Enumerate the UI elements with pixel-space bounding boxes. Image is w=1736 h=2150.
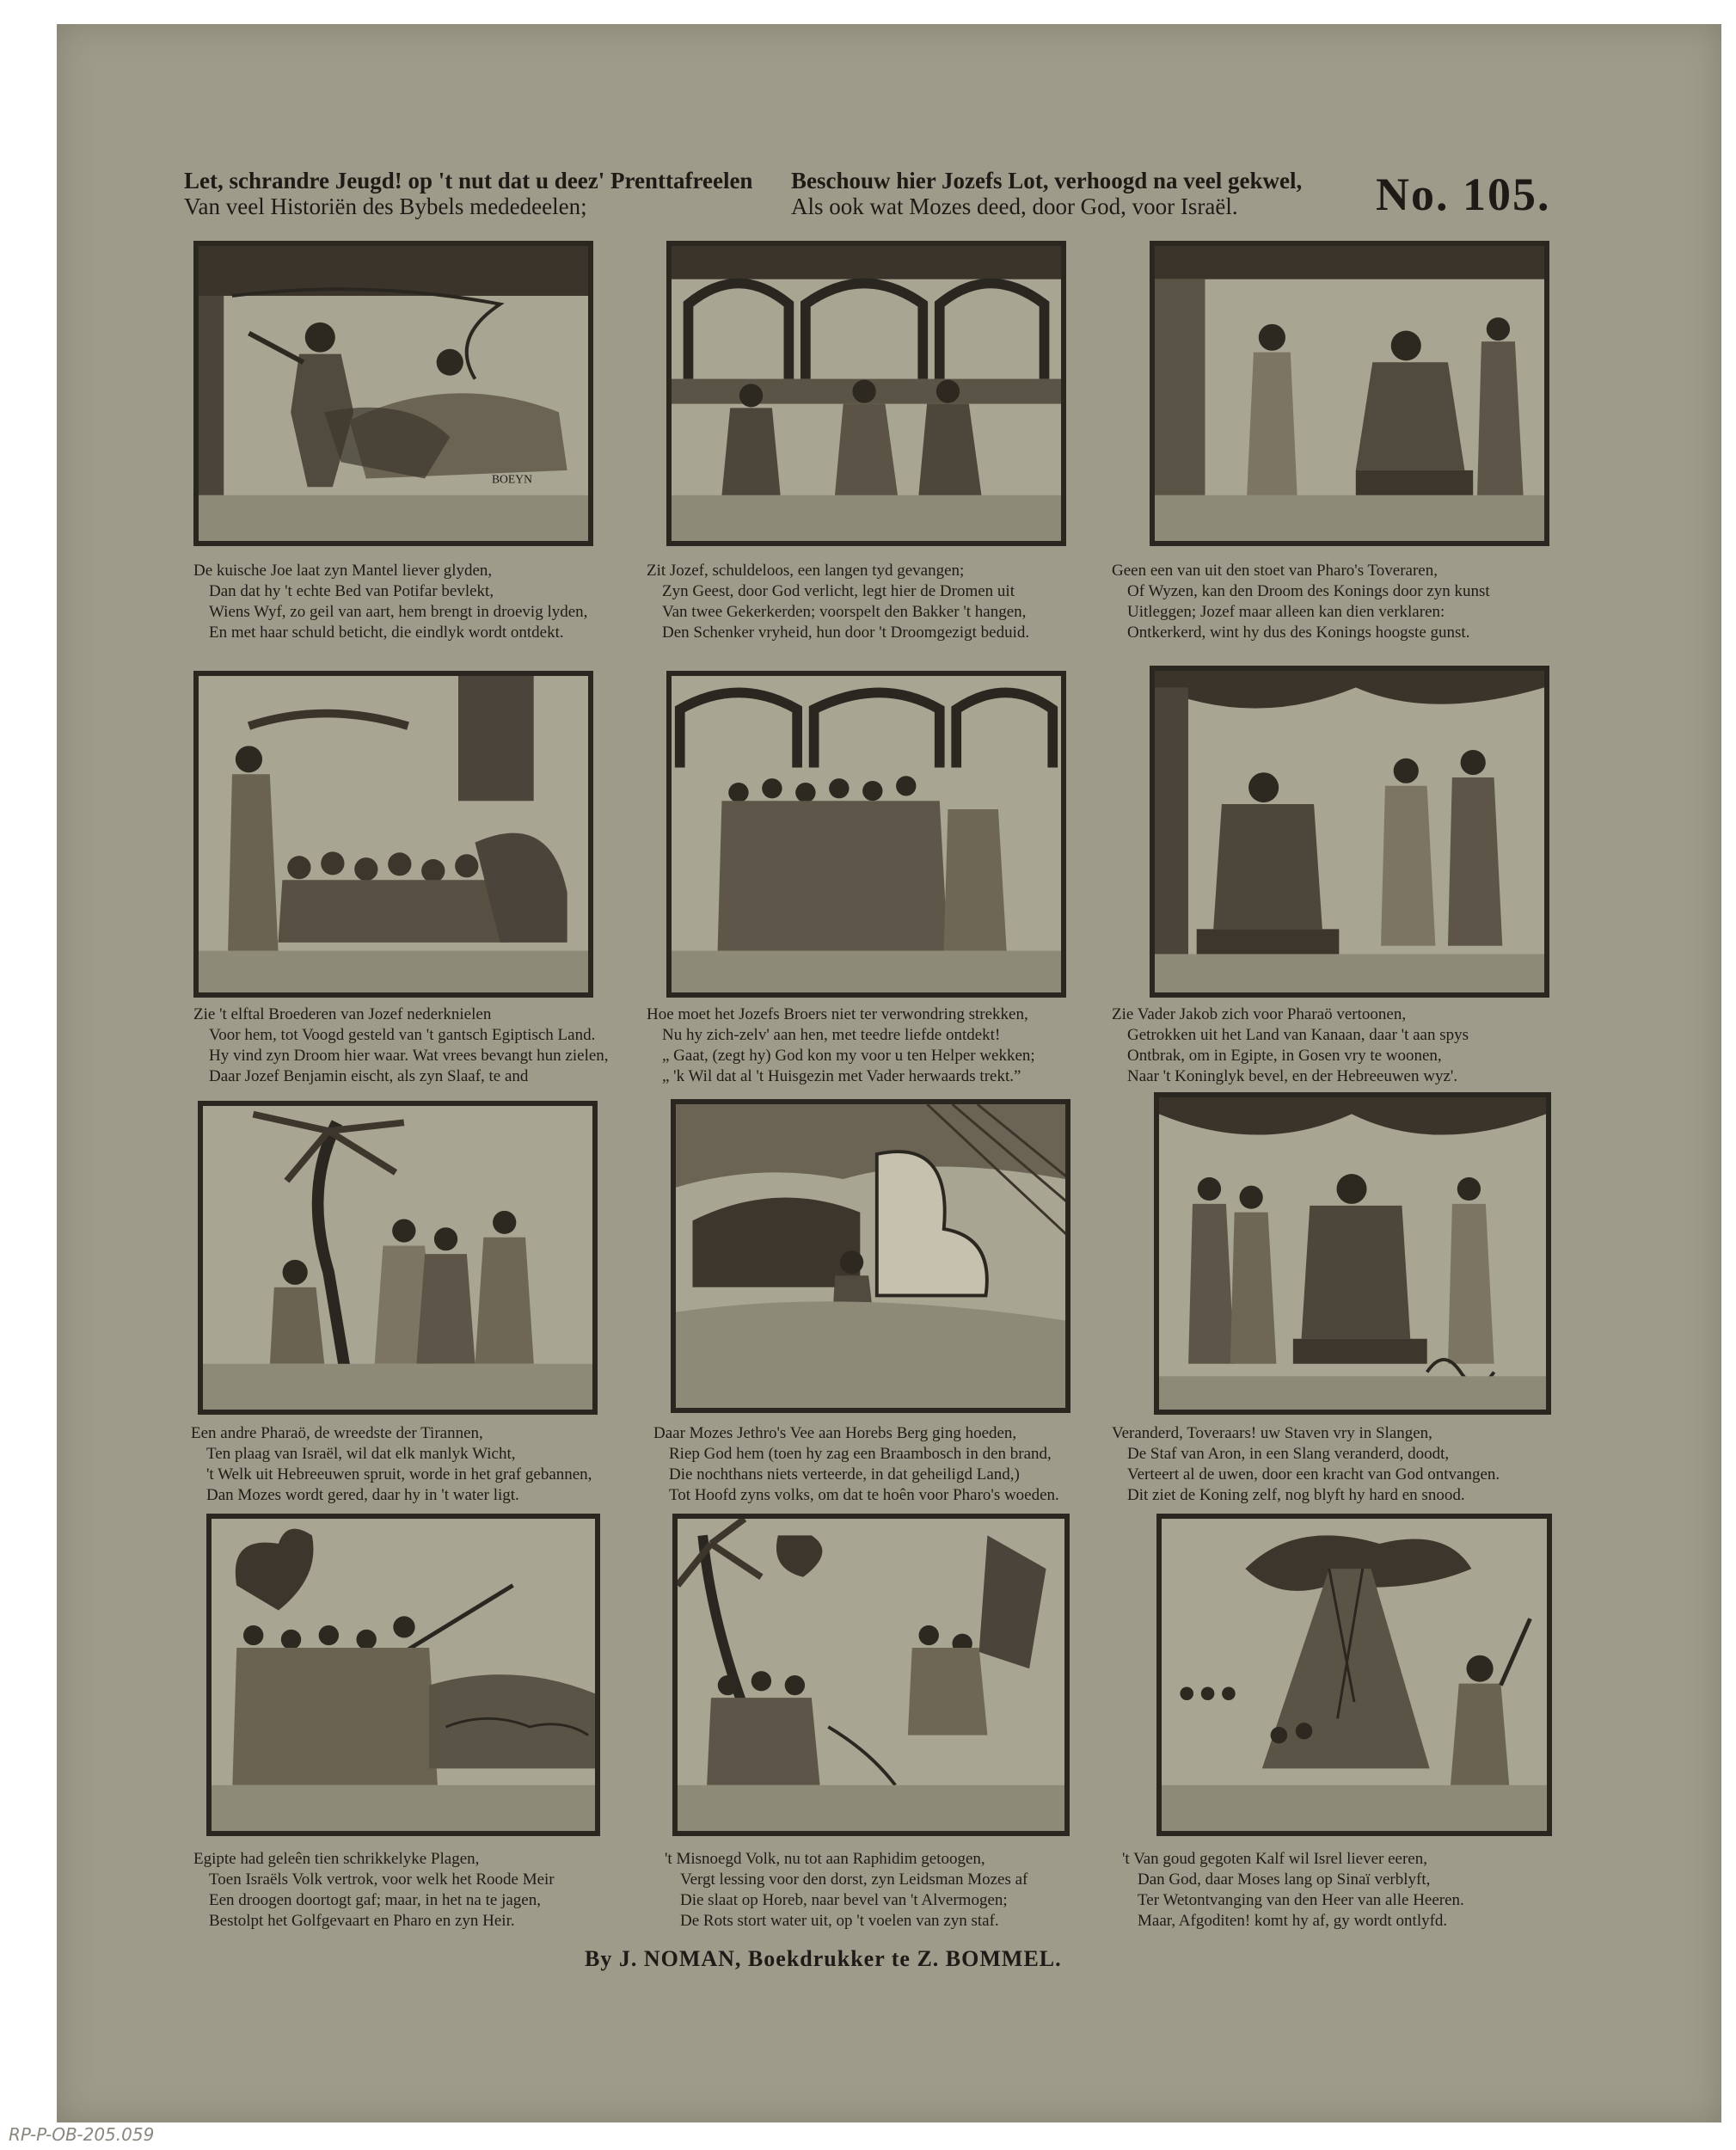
caption-line: Hoe moet het Jozefs Broers niet ter verwondring strekken,	[647, 1005, 1028, 1023]
panel-10-caption	[193, 1849, 555, 1932]
caption-line: Egipte had geleên tien schrikkelyke Plagen,	[193, 1850, 480, 1868]
caption-line: Geen een van uit den stoet van Pharo's Toveraren,	[1112, 562, 1438, 580]
panel-9-caption	[1112, 1423, 1500, 1506]
caption-line: Die slaat op Horeb, naar bevel van 't Alvermogen;	[680, 1891, 1008, 1909]
header-right-line1: Beschouw hier Jozefs Lot, verhoogd na veel gekwel,	[791, 168, 1303, 194]
caption-line: Zit Jozef, schuldeloos, een langen tyd gevangen;	[647, 562, 965, 580]
panel-2-caption	[647, 561, 1029, 643]
panel-6-caption	[1112, 1004, 1469, 1087]
panel-1-engraving	[193, 241, 593, 546]
caption-line: Toen Israëls Volk vertrok, voor welk het Roode Meir	[209, 1870, 555, 1889]
caption-line: En met haar schuld beticht, die eindlyk wordt ontdekt.	[209, 624, 564, 642]
caption-line: De Staf van Aron, in een Slang veranderd, doodt,	[1127, 1445, 1450, 1463]
caption-line: Den Schenker vryheid, hun door 't Droomgezigt beduid.	[662, 624, 1030, 642]
caption-line: Verteert al de uwen, door een kracht van God ontvangen.	[1127, 1465, 1500, 1484]
panel-12-caption	[1122, 1849, 1464, 1932]
caption-line: Veranderd, Toveraars! uw Staven vry in Slangen,	[1112, 1424, 1432, 1442]
archive-mark: RP-P-OB-205.059	[9, 2124, 155, 2145]
panel-8-engraving	[671, 1099, 1070, 1413]
caption-line: Een droogen doortogt gaf; maar, in het na te jagen,	[209, 1891, 541, 1909]
header-left-line1: Let, schrandre Jeugd! op 't nut dat u deez' Prenttafreelen	[184, 168, 753, 194]
caption-line: „ 'k Wil dat al 't Huisgezin met Vader herwaards trekt.”	[662, 1067, 1021, 1085]
caption-line: Wiens Wyf, zo geil van aart, hem brengt in droevig lyden,	[209, 603, 588, 621]
caption-line: Daar Jozef Benjamin eischt, als zyn Slaaf, te and	[209, 1067, 529, 1085]
panel-1-label: BOEYN	[491, 472, 532, 486]
caption-line: Maar, Afgoditen! komt hy af, gy wordt ontlyfd.	[1138, 1912, 1448, 1930]
caption-line: Ontbrak, om in Egipte, in Gosen vry te woonen,	[1127, 1047, 1442, 1065]
panel-4-caption	[193, 1004, 609, 1087]
caption-line: 't Welk uit Hebreeuwen spruit, worde in het graf gebannen,	[206, 1465, 592, 1484]
caption-line: Of Wyzen, kan den Droom des Konings door zyn kunst	[1127, 582, 1490, 600]
caption-line: Zie 't elftal Broederen van Jozef nederknielen	[193, 1005, 492, 1023]
caption-line: Riep God hem (toen hy zag een Braambosch in den brand,	[669, 1445, 1052, 1463]
panel-11-caption	[665, 1849, 1027, 1932]
sheet-number: No. 105.	[1376, 169, 1551, 220]
caption-line: Tot Hoofd zyns volks, om dat te hoên voor Pharo's woeden.	[669, 1486, 1059, 1504]
caption-line: Getrokken uit het Land van Kanaan, daar 't aan spys	[1127, 1026, 1469, 1044]
panel-8-caption	[653, 1423, 1059, 1506]
panel-7-engraving	[198, 1101, 598, 1415]
caption-line: Bestolpt het Golfgevaart en Pharo en zyn Heir.	[209, 1912, 515, 1930]
panel-6-engraving	[1150, 666, 1549, 998]
panel-4-engraving	[193, 671, 593, 998]
panel-5-caption	[647, 1004, 1035, 1087]
panel-12-engraving	[1156, 1514, 1552, 1836]
panel-9-engraving	[1154, 1092, 1551, 1415]
caption-line: Hy vind zyn Droom hier waar. Wat vrees bevangt hun zielen,	[209, 1047, 609, 1065]
panel-1-caption	[193, 561, 587, 643]
panel-5-engraving	[666, 671, 1066, 998]
header-left-line2: Van veel Historiën des Bybels mededeelen;	[184, 194, 587, 219]
caption-line: Daar Mozes Jethro's Vee aan Horebs Berg ging hoeden,	[653, 1424, 1017, 1442]
caption-line: 't Misnoegd Volk, nu tot aan Raphidim getoogen,	[665, 1850, 985, 1868]
printer-imprint: By J. NOMAN, Boekdrukker te Z. BOMMEL.	[585, 1946, 1062, 1971]
header-left	[184, 168, 752, 219]
caption-line: Ontkerkerd, wint hy dus des Konings hoogste gunst.	[1127, 624, 1470, 642]
caption-line: Vergt lessing voor den dorst, zyn Leidsman Mozes af	[680, 1870, 1028, 1889]
caption-line: Die nochthans niets verteerde, in dat geheiligd Land,)	[669, 1465, 1020, 1484]
caption-line: „ Gaat, (zegt hy) God kon my voor u ten Helper wekken;	[662, 1047, 1035, 1065]
panel-10-engraving	[206, 1514, 600, 1836]
caption-line: Zyn Geest, door God verlicht, legt hier de Dromen uit	[662, 582, 1015, 600]
caption-line: Naar 't Koninglyk bevel, en der Hebreeuwen wyz'.	[1127, 1067, 1458, 1085]
caption-line: Een andre Pharaö, de wreedste der Tirannen,	[191, 1424, 483, 1442]
caption-line: Dan Mozes wordt gered, daar hy in 't water ligt.	[206, 1486, 519, 1504]
caption-line: Nu hy zich-zelv' aan hen, met teedre liefde ontdekt!	[662, 1026, 1001, 1044]
panel-2-engraving	[666, 241, 1066, 546]
caption-line: Van twee Gekerkerden; voorspelt den Bakker 't hangen,	[662, 603, 1027, 621]
panel-3-caption	[1112, 561, 1490, 643]
caption-line: Dit ziet de Koning zelf, nog blyft hy hard en snood.	[1127, 1486, 1465, 1504]
caption-line: Ten plaag van Israël, wil dat elk manlyk Wicht,	[206, 1445, 516, 1463]
panel-11-engraving	[672, 1514, 1070, 1836]
caption-line: Dan God, daar Moses lang op Sinaï verblyft,	[1138, 1870, 1431, 1889]
header-right-line2: Als ook wat Mozes deed, door God, voor Israël.	[791, 194, 1238, 219]
caption-line: 't Van goud gegoten Kalf wil Isrel liever eeren,	[1122, 1850, 1427, 1868]
caption-line: Zie Vader Jakob zich voor Pharaö vertoonen,	[1112, 1005, 1407, 1023]
caption-line: De kuische Joe laat zyn Mantel liever glyden,	[193, 562, 493, 580]
panel-3-engraving	[1150, 241, 1549, 546]
panel-7-caption	[191, 1423, 592, 1506]
caption-line: Dan dat hy 't echte Bed van Potifar bevlekt,	[209, 582, 494, 600]
header-right	[791, 168, 1302, 219]
caption-line: De Rots stort water uit, op 't voelen van zyn staf.	[680, 1912, 999, 1930]
caption-line: Voor hem, tot Voogd gesteld van 't gantsch Egiptisch Land.	[209, 1026, 596, 1044]
caption-line: Uitleggen; Jozef maar alleen kan dien verklaren:	[1127, 603, 1445, 621]
caption-line: Ter Wetontvanging van den Heer van alle Heeren.	[1138, 1891, 1464, 1909]
